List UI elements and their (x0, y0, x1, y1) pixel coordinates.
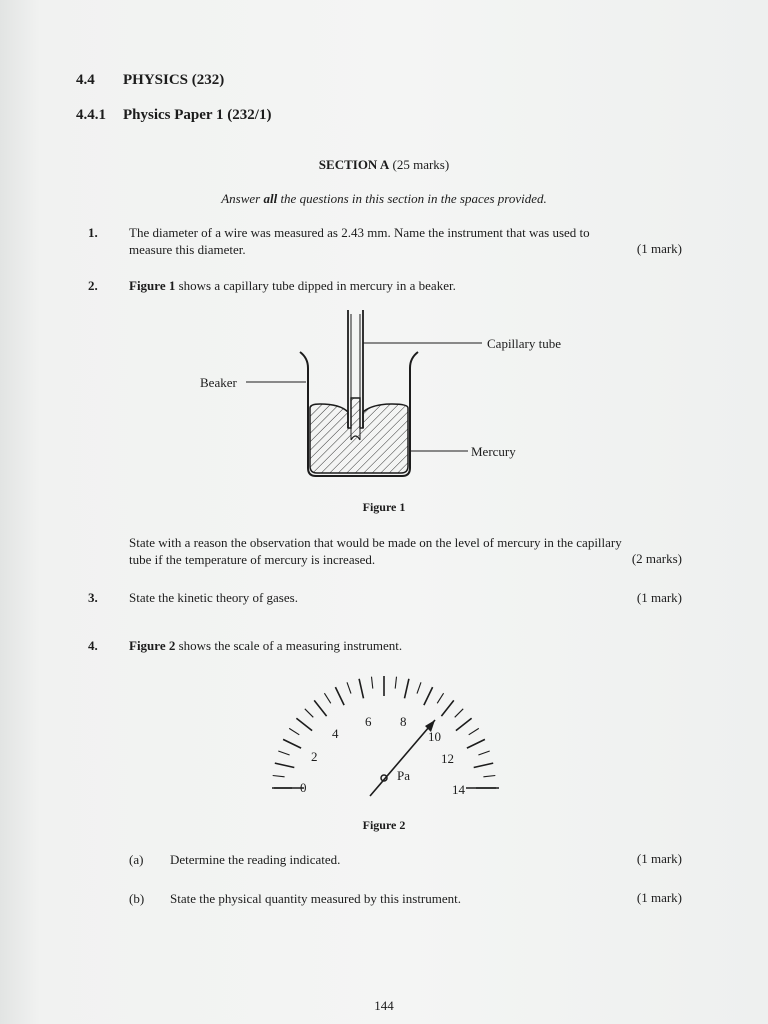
gauge-tick (314, 700, 326, 716)
capillary-tube-label: Capillary tube (487, 336, 562, 351)
gauge-tick (437, 693, 443, 703)
gauge-tick (424, 687, 433, 705)
question-2-line1: State with a reason the observation that would be made on the level of mercury in the capillary (129, 535, 622, 550)
question-1-marks: (1 mark) (636, 241, 682, 256)
question-4a-text: Determine the reading indicated. (170, 852, 341, 867)
scale-label-4: 4 (332, 726, 339, 741)
instruction-pre: Answer (221, 191, 264, 206)
mercury-label: Mercury (471, 444, 516, 459)
figure-2-caption: Figure 2 (362, 818, 406, 832)
beaker-label: Beaker (200, 375, 237, 390)
gauge-tick (372, 677, 373, 689)
figure-1-caption: Figure 1 (362, 500, 406, 514)
question-1-line1: The diameter of a wire was measured as 2.43 mm. Name the instrument that was used to (129, 225, 590, 240)
question-2-line2: tube if the temperature of mercury is increased. (129, 552, 376, 567)
gauge-unit: Pa (397, 768, 410, 783)
gauge-tick (273, 776, 285, 777)
gauge-pointer (370, 720, 435, 796)
figure-1-diagram (180, 300, 600, 490)
gauge-tick (455, 709, 464, 718)
section-heading-title: SECTION A (318, 157, 390, 172)
gauge-tick (395, 677, 396, 689)
gauge-tick (283, 739, 301, 748)
gauge-tick (296, 718, 312, 730)
gauge-tick (347, 682, 351, 693)
instruction-bold: all (263, 191, 278, 206)
gauge-tick (467, 739, 485, 748)
section-title: PHYSICS (232) (123, 72, 225, 88)
gauge-tick (275, 763, 295, 767)
scale-label-10: 10 (428, 729, 441, 744)
gauge-tick (469, 728, 479, 734)
figure1-reference: Figure 1 (129, 278, 176, 293)
question-4a-marks: (1 mark) (636, 851, 682, 866)
question-4b-label: (b) (129, 891, 145, 906)
gauge-tick (335, 687, 344, 705)
scale-label-12: 12 (441, 751, 454, 766)
gauge-tick (405, 679, 409, 699)
gauge-tick (456, 718, 472, 730)
gauge-scale (272, 676, 496, 788)
question-4b-marks: (1 mark) (636, 890, 682, 905)
gauge-tick (278, 751, 289, 755)
question-3-marks: (1 mark) (636, 590, 682, 605)
question-1-number: 1. (88, 225, 98, 240)
question-3-number: 3. (88, 590, 98, 605)
scale-label-8: 8 (400, 714, 407, 729)
paper-title: Physics Paper 1 (232/1) (123, 107, 272, 123)
gauge-tick (478, 751, 489, 755)
scale-label-6: 6 (365, 714, 372, 729)
section-instruction (0, 190, 768, 207)
figure-2-gauge (254, 660, 514, 810)
figure2-reference: Figure 2 (129, 638, 176, 653)
gauge-tick (359, 679, 363, 699)
gauge-tick (474, 763, 494, 767)
scale-label-2: 2 (311, 749, 318, 764)
scale-label-14: 14 (452, 782, 465, 797)
instruction-post: the questions in this section in the spaces provided. (277, 191, 547, 206)
question-4-intro-text: shows the scale of a measuring instrument. (175, 638, 403, 653)
gauge-tick (305, 709, 314, 718)
scale-label-0: 0 (300, 780, 307, 795)
question-4a-label: (a) (129, 852, 144, 867)
question-2-intro (129, 277, 456, 294)
question-4-intro (129, 637, 402, 654)
section-heading (0, 156, 768, 173)
gauge-tick (324, 693, 330, 703)
gauge-tick (441, 700, 453, 716)
gauge-tick (289, 728, 299, 734)
gauge-tick (483, 776, 495, 777)
question-1-line2: measure this diameter. (129, 242, 246, 257)
question-2-number: 2. (88, 278, 98, 293)
section-heading-marks: (25 marks) (392, 157, 450, 172)
gauge-tick (417, 682, 421, 693)
paper-number: 4.4.1 (76, 107, 106, 123)
question-3-text: State the kinetic theory of gases. (129, 590, 298, 605)
question-2-intro-text: shows a capillary tube dipped in mercury in a beaker. (175, 278, 456, 293)
mercury (310, 398, 408, 473)
question-4-number: 4. (88, 638, 98, 653)
question-2-marks: (2 marks) (631, 551, 682, 566)
page-number: 144 (374, 998, 394, 1013)
section-number: 4.4 (76, 72, 95, 88)
question-4b-text: State the physical quantity measured by this instrument. (170, 891, 462, 906)
